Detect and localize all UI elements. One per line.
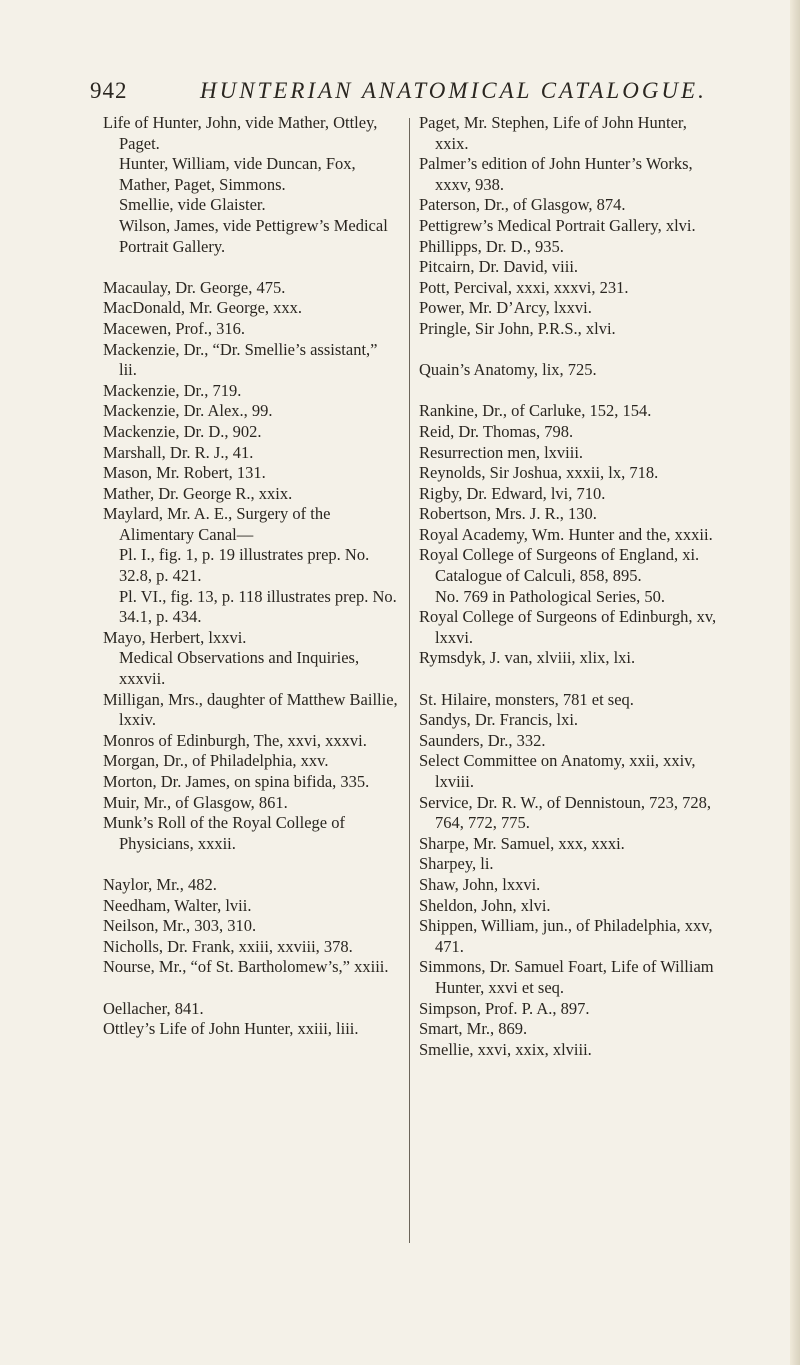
index-entry: Mackenzie, Dr. Alex., 99.: [103, 401, 273, 421]
index-entry: Mackenzie, Dr. D., 902.: [103, 421, 262, 441]
index-entry: Smellie, xxvi, xxix, xlviii.: [419, 1039, 592, 1059]
column-divider: [409, 118, 410, 1243]
index-entry: Mather, Dr. George R., xxix.: [103, 483, 293, 503]
index-entry: Macaulay, Dr. George, 475.: [103, 277, 286, 297]
index-entry: Life of Hunter, John, vide Mather, Ottley, Paget.: [103, 113, 378, 153]
index-entry: Nicholls, Dr. Frank, xxiii, xxviii, 378.: [103, 936, 353, 956]
index-entry: Reynolds, Sir Joshua, xxxii, lx, 718.: [419, 463, 659, 483]
index-entry: Pitcairn, Dr. David, viii.: [419, 257, 579, 277]
index-entry: Mackenzie, Dr., “Dr. Smellie’s assistant,” lii.: [103, 339, 378, 380]
page-number: 942: [90, 78, 128, 103]
index-gap: [103, 854, 398, 875]
index-entry: Monros of Edinburgh, The, xxvi, xxxvi.: [103, 730, 367, 750]
index-entry: Mason, Mr. Robert, 131.: [103, 463, 266, 483]
index-entry: Oellacher, 841.: [103, 998, 204, 1018]
index-entry: Reid, Dr. Thomas, 798.: [419, 421, 574, 441]
index-entry: Select Committee on Anatomy, xxii, xxiv, lxviii.: [419, 751, 696, 791]
page-edge: [790, 0, 800, 1365]
index-subentry: Wilson, James, vide Pettigrew’s Medical Portrait Gallery.: [119, 215, 388, 256]
index-subentry: Catalogue of Calculi, 858, 895.: [435, 566, 642, 586]
index-gap: [103, 257, 398, 278]
index-subentry: Pl. VI., fig. 13, p. 118 illustrates prep. No. 34.1, p. 434.: [119, 586, 397, 627]
index-entry: Shaw, John, lxxvi.: [419, 874, 541, 894]
index-gap: [419, 340, 719, 361]
index-subentry: Hunter, William, vide Duncan, Fox, Mather, Paget, Simmons.: [119, 154, 356, 194]
index-entry: Sharpe, Mr. Samuel, xxx, xxxi.: [419, 833, 625, 853]
index-subentry: Pl. I., fig. 1, p. 19 illustrates prep. No. 32.8, p. 421.: [119, 545, 370, 586]
index-entry: Royal Academy, Wm. Hunter and the, xxxii.: [419, 524, 713, 544]
index-entry: Sheldon, John, xlvi.: [419, 895, 551, 915]
index-entry: Munk’s Roll of the Royal College of Physicians, xxxii.: [103, 813, 345, 853]
index-entry: Rankine, Dr., of Carluke, 152, 154.: [419, 401, 652, 421]
index-entry: MacDonald, Mr. George, xxx.: [103, 298, 303, 318]
index-subentry: Medical Observations and Inquiries, xxxvii.: [119, 648, 360, 689]
index-entry: Marshall, Dr. R. J., 41.: [103, 442, 254, 462]
index-entry: Robertson, Mrs. J. R., 130.: [419, 504, 597, 524]
index-gap: [103, 978, 398, 999]
index-entry: Resurrection men, lxviii.: [419, 442, 584, 462]
index-entry: Paterson, Dr., of Glasgow, 874.: [419, 195, 626, 215]
index-entry: Royal College of Surgeons of Edinburgh, xv, lxxvi.: [419, 607, 717, 647]
index-entry: Royal College of Surgeons of England, xi.: [419, 545, 700, 565]
index-entry: Ottley’s Life of John Hunter, xxiii, liii.: [103, 1019, 359, 1039]
index-entry: Power, Mr. D’Arcy, lxxvi.: [419, 298, 592, 318]
index-entry: St. Hilaire, monsters, 781 et seq.: [419, 689, 634, 709]
running-title: HUNTERIAN ANATOMICAL CATALOGUE.: [200, 78, 707, 103]
index-entry: Service, Dr. R. W., of Dennistoun, 723, 728, 764, 772, 775.: [419, 792, 711, 833]
index-entry: Quain’s Anatomy, lix, 725.: [419, 360, 597, 380]
index-entry: Morgan, Dr., of Philadelphia, xxv.: [103, 751, 329, 771]
index-entry: Milligan, Mrs., daughter of Matthew Baillie, lxxiv.: [103, 689, 398, 730]
index-entry: Mayo, Herbert, lxxvi.: [103, 627, 247, 647]
index-subentry: No. 769 in Pathological Series, 50.: [435, 586, 666, 606]
index-entry: Palmer’s edition of John Hunter’s Works, xxxv, 938.: [419, 154, 693, 194]
index-entry: Simmons, Dr. Samuel Foart, Life of William Hunter, xxvi et seq.: [419, 957, 714, 997]
index-entry: Paget, Mr. Stephen, Life of John Hunter, xxix.: [419, 113, 687, 153]
index-entry: Pott, Percival, xxxi, xxxvi, 231.: [419, 277, 629, 297]
index-entry: Nourse, Mr., “of St. Bartholomew’s,” xxiii.: [103, 957, 389, 977]
index-gap: [419, 381, 719, 402]
index-entry: Pringle, Sir John, P.R.S., xlvi.: [419, 318, 616, 338]
index-entry: Pettigrew’s Medical Portrait Gallery, xlvi.: [419, 215, 696, 235]
index-entry: Needham, Walter, lvii.: [103, 895, 252, 915]
index-entry: Naylor, Mr., 482.: [103, 874, 217, 894]
index-entry: Neilson, Mr., 303, 310.: [103, 916, 257, 936]
index-gap: [419, 669, 719, 690]
index-entry: Rymsdyk, J. van, xlviii, xlix, lxi.: [419, 648, 636, 668]
index-entry: Sandys, Dr. Francis, lxi.: [419, 710, 579, 730]
index-entry: Smart, Mr., 869.: [419, 1019, 528, 1039]
index-entry: Shippen, William, jun., of Philadelphia, xxv, 471.: [419, 916, 713, 956]
index-subentry: Smellie, vide Glaister.: [119, 195, 266, 215]
index-entry: Morton, Dr. James, on spina bifida, 335.: [103, 772, 370, 791]
index-entry: Simpson, Prof. P. A., 897.: [419, 998, 590, 1018]
index-entry: Maylard, Mr. A. E., Surgery of the Alimentary Canal—: [103, 504, 331, 544]
index-entry: Macewen, Prof., 316.: [103, 318, 246, 338]
index-column-right: [419, 113, 719, 1060]
index-entry: Sharpey, li.: [419, 854, 494, 874]
index-entry: Muir, Mr., of Glasgow, 861.: [103, 792, 288, 812]
index-column-left: [103, 113, 398, 1040]
index-entry: Rigby, Dr. Edward, lvi, 710.: [419, 483, 606, 503]
index-entry: Saunders, Dr., 332.: [419, 730, 546, 750]
index-entry: Mackenzie, Dr., 719.: [103, 380, 242, 400]
index-entry: Phillipps, Dr. D., 935.: [419, 236, 564, 256]
